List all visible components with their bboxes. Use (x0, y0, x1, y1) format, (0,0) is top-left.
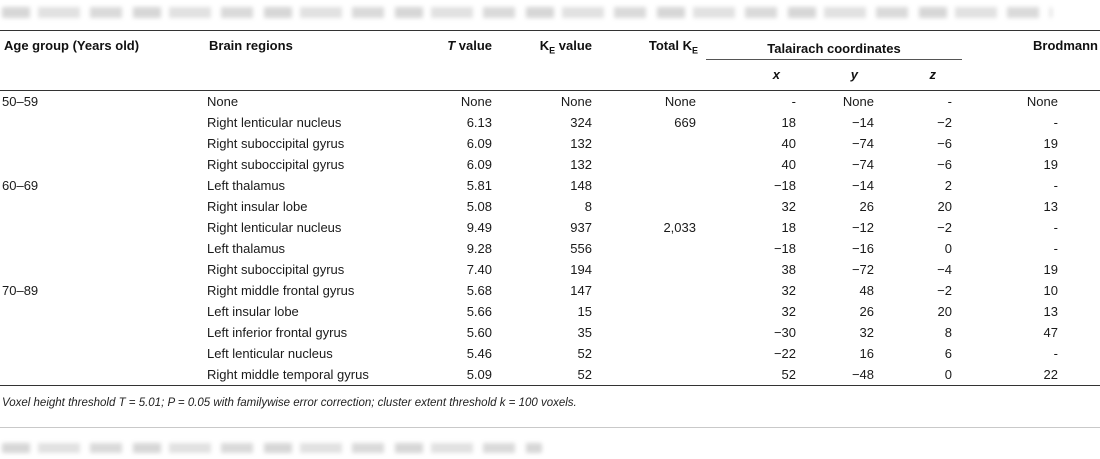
cell-x: 38 (781, 262, 796, 277)
cell-age (0, 154, 205, 175)
cell-age (0, 238, 205, 259)
cell-ke: 937 (570, 220, 592, 235)
cell-y: 48 (859, 283, 874, 298)
cell-t: 7.40 (466, 262, 492, 277)
table-footnote: Voxel height threshold T = 5.01; P = 0.05 with familywise error correction; cluster extent threshold k = 100 voxels. (2, 397, 577, 409)
cell-brodmann: 47 (1043, 325, 1058, 340)
cell-age: 70–89 (2, 283, 39, 298)
table-row (0, 280, 1100, 301)
cell-t: 5.08 (466, 199, 492, 214)
cell-age (0, 301, 205, 322)
ke-subscript: E (549, 45, 556, 56)
cell-t: 9.49 (466, 220, 492, 235)
cell-age (0, 133, 205, 154)
col-header-total-ke (600, 31, 706, 91)
col-header-ke-value (500, 31, 600, 91)
col-header-t-value (440, 31, 500, 91)
cell-z: 20 (937, 304, 952, 319)
cell-age (0, 112, 205, 133)
cell-y: −48 (806, 364, 884, 386)
cell-z: −2 (937, 115, 952, 130)
cell-z: −2 (937, 220, 952, 235)
cell-brodmann: None (1026, 94, 1058, 109)
col-header-talairach: Talairach coordinates (706, 31, 962, 60)
cell-ke: 132 (570, 136, 592, 151)
cell-total (600, 322, 706, 343)
cell-total: 669 (674, 115, 696, 130)
cell-y: −14 (851, 115, 874, 130)
cell-brodmann: 19 (1043, 136, 1058, 151)
cell-x: −22 (773, 346, 796, 361)
cell-region: Left inferior frontal gyrus (207, 325, 348, 340)
cell-z: 20 (937, 199, 952, 214)
table-row (0, 154, 1100, 175)
cell-total (600, 364, 706, 386)
table-row (0, 196, 1100, 217)
table-header (0, 31, 1100, 91)
cell-ke: 148 (570, 178, 592, 193)
col-header-z: z (884, 60, 962, 91)
cell-y: −12 (851, 220, 874, 235)
cell-x: −18 (773, 241, 796, 256)
cell-y: 32 (859, 325, 874, 340)
cell-age: 50–59 (2, 94, 39, 109)
cell-total (600, 238, 706, 259)
section-divider (0, 427, 1100, 428)
cell-y: −14 (851, 178, 874, 193)
cell-region: Left thalamus (207, 241, 286, 256)
cell-ke: 132 (570, 157, 592, 172)
ke-label: value (555, 38, 592, 53)
cell-z: 8 (944, 325, 952, 340)
cell-region: Right lenticular nucleus (207, 115, 342, 130)
cell-ke: 52 (577, 346, 592, 361)
table-row (0, 91, 1100, 113)
cell-z: 2 (944, 178, 952, 193)
cell-brodmann: 13 (1043, 199, 1058, 214)
cell-total: 2,033 (663, 220, 696, 235)
cell-t: 5.60 (466, 325, 492, 340)
col-header-brain-regions: Brain regions (205, 31, 440, 91)
cell-total (600, 259, 706, 280)
cell-t: 5.81 (466, 178, 492, 193)
t-label: value (455, 38, 492, 53)
cell-x: 32 (781, 199, 796, 214)
cell-ke: 556 (570, 241, 592, 256)
cell-brodmann: 10 (1043, 283, 1058, 298)
cell-x: - (791, 94, 796, 109)
cell-region: Right lenticular nucleus (207, 220, 342, 235)
cell-z: −4 (937, 262, 952, 277)
col-header-x: x (706, 60, 806, 91)
cell-x: −30 (773, 325, 796, 340)
cell-y: 16 (859, 346, 874, 361)
cell-t: 5.68 (466, 283, 492, 298)
cell-region: Right middle temporal gyrus (205, 364, 440, 386)
table-row (0, 301, 1100, 322)
cell-ke: 194 (570, 262, 592, 277)
cell-ke: 52 (500, 364, 600, 386)
cell-x: 32 (781, 304, 796, 319)
cell-age (0, 343, 205, 364)
cell-x: 18 (781, 115, 796, 130)
cell-y: −72 (851, 262, 874, 277)
cell-brodmann: 22 (962, 364, 1100, 386)
cell-x: 40 (781, 136, 796, 151)
cell-t: 5.46 (466, 346, 492, 361)
cell-brodmann: - (1053, 241, 1058, 256)
cell-y: −16 (851, 241, 874, 256)
cell-brodmann: - (1053, 178, 1058, 193)
ke-symbol: K (539, 38, 550, 53)
col-header-brodmann: Brodmann (962, 31, 1100, 91)
cell-y: None (842, 94, 874, 109)
cell-brodmann: 13 (1043, 304, 1058, 319)
cell-z: −6 (937, 157, 952, 172)
cell-age (0, 364, 205, 386)
table-row (0, 133, 1100, 154)
cell-total (600, 196, 706, 217)
table-row (0, 217, 1100, 238)
total-ke-subscript: E (691, 45, 698, 56)
cell-t: None (460, 94, 492, 109)
cell-ke: 324 (570, 115, 592, 130)
cell-region: None (207, 94, 239, 109)
table-row (0, 175, 1100, 196)
cell-region: Left thalamus (207, 178, 286, 193)
blurred-next-caption (2, 443, 542, 453)
cell-y: 26 (859, 199, 874, 214)
col-header-y: y (806, 60, 884, 91)
t-symbol: T (447, 38, 456, 53)
cell-z: - (947, 94, 952, 109)
cell-region: Right suboccipital gyrus (207, 136, 345, 151)
cell-total (600, 301, 706, 322)
cell-ke: 147 (570, 283, 592, 298)
table-row (0, 238, 1100, 259)
blurred-table-title (2, 7, 1052, 18)
results-table (0, 30, 1100, 386)
cell-t: 6.13 (466, 115, 492, 130)
table-body (0, 91, 1100, 386)
cell-z: 0 (944, 241, 952, 256)
cell-brodmann: - (1053, 115, 1058, 130)
cell-t: 6.09 (466, 157, 492, 172)
cell-region: Left insular lobe (207, 304, 299, 319)
cell-total (600, 133, 706, 154)
cell-region: Left lenticular nucleus (207, 346, 333, 361)
cell-y: −74 (851, 157, 874, 172)
cell-t: 9.28 (466, 241, 492, 256)
cell-brodmann: - (1053, 220, 1058, 235)
cell-x: −18 (773, 178, 796, 193)
cell-t: 5.66 (466, 304, 492, 319)
cell-y: −74 (851, 136, 874, 151)
cell-x: 52 (706, 364, 806, 386)
cell-total (600, 343, 706, 364)
cell-z: −2 (937, 283, 952, 298)
cell-brodmann: - (1053, 346, 1058, 361)
cell-z: −6 (937, 136, 952, 151)
cell-total (600, 154, 706, 175)
cell-brodmann: 19 (1043, 262, 1058, 277)
table-row (0, 322, 1100, 343)
table-row (0, 259, 1100, 280)
cell-z: 0 (884, 364, 962, 386)
cell-ke: None (560, 94, 592, 109)
cell-age: 60–69 (2, 178, 39, 193)
cell-region: Right middle frontal gyrus (207, 283, 355, 298)
table-row (0, 364, 1100, 386)
cell-ke: 8 (584, 199, 592, 214)
cell-age (0, 259, 205, 280)
cell-total (600, 175, 706, 196)
cell-region: Right insular lobe (207, 199, 308, 214)
cell-x: 18 (781, 220, 796, 235)
cell-t: 6.09 (466, 136, 492, 151)
cell-y: 26 (859, 304, 874, 319)
table-row (0, 343, 1100, 364)
cell-x: 40 (781, 157, 796, 172)
cell-ke: 35 (577, 325, 592, 340)
cell-z: 6 (944, 346, 952, 361)
cell-total: None (664, 94, 696, 109)
cell-x: 32 (781, 283, 796, 298)
cell-total (600, 280, 706, 301)
cell-ke: 15 (577, 304, 592, 319)
cell-brodmann: 19 (1043, 157, 1058, 172)
cell-age (0, 322, 205, 343)
col-header-age-group: Age group (Years old) (0, 31, 205, 91)
cell-age (0, 196, 205, 217)
cell-age (0, 217, 205, 238)
cell-region: Right suboccipital gyrus (207, 262, 345, 277)
table-row (0, 112, 1100, 133)
cell-t: 5.09 (440, 364, 500, 386)
cell-region: Right suboccipital gyrus (207, 157, 345, 172)
total-ke-symbol: Total K (648, 38, 692, 53)
